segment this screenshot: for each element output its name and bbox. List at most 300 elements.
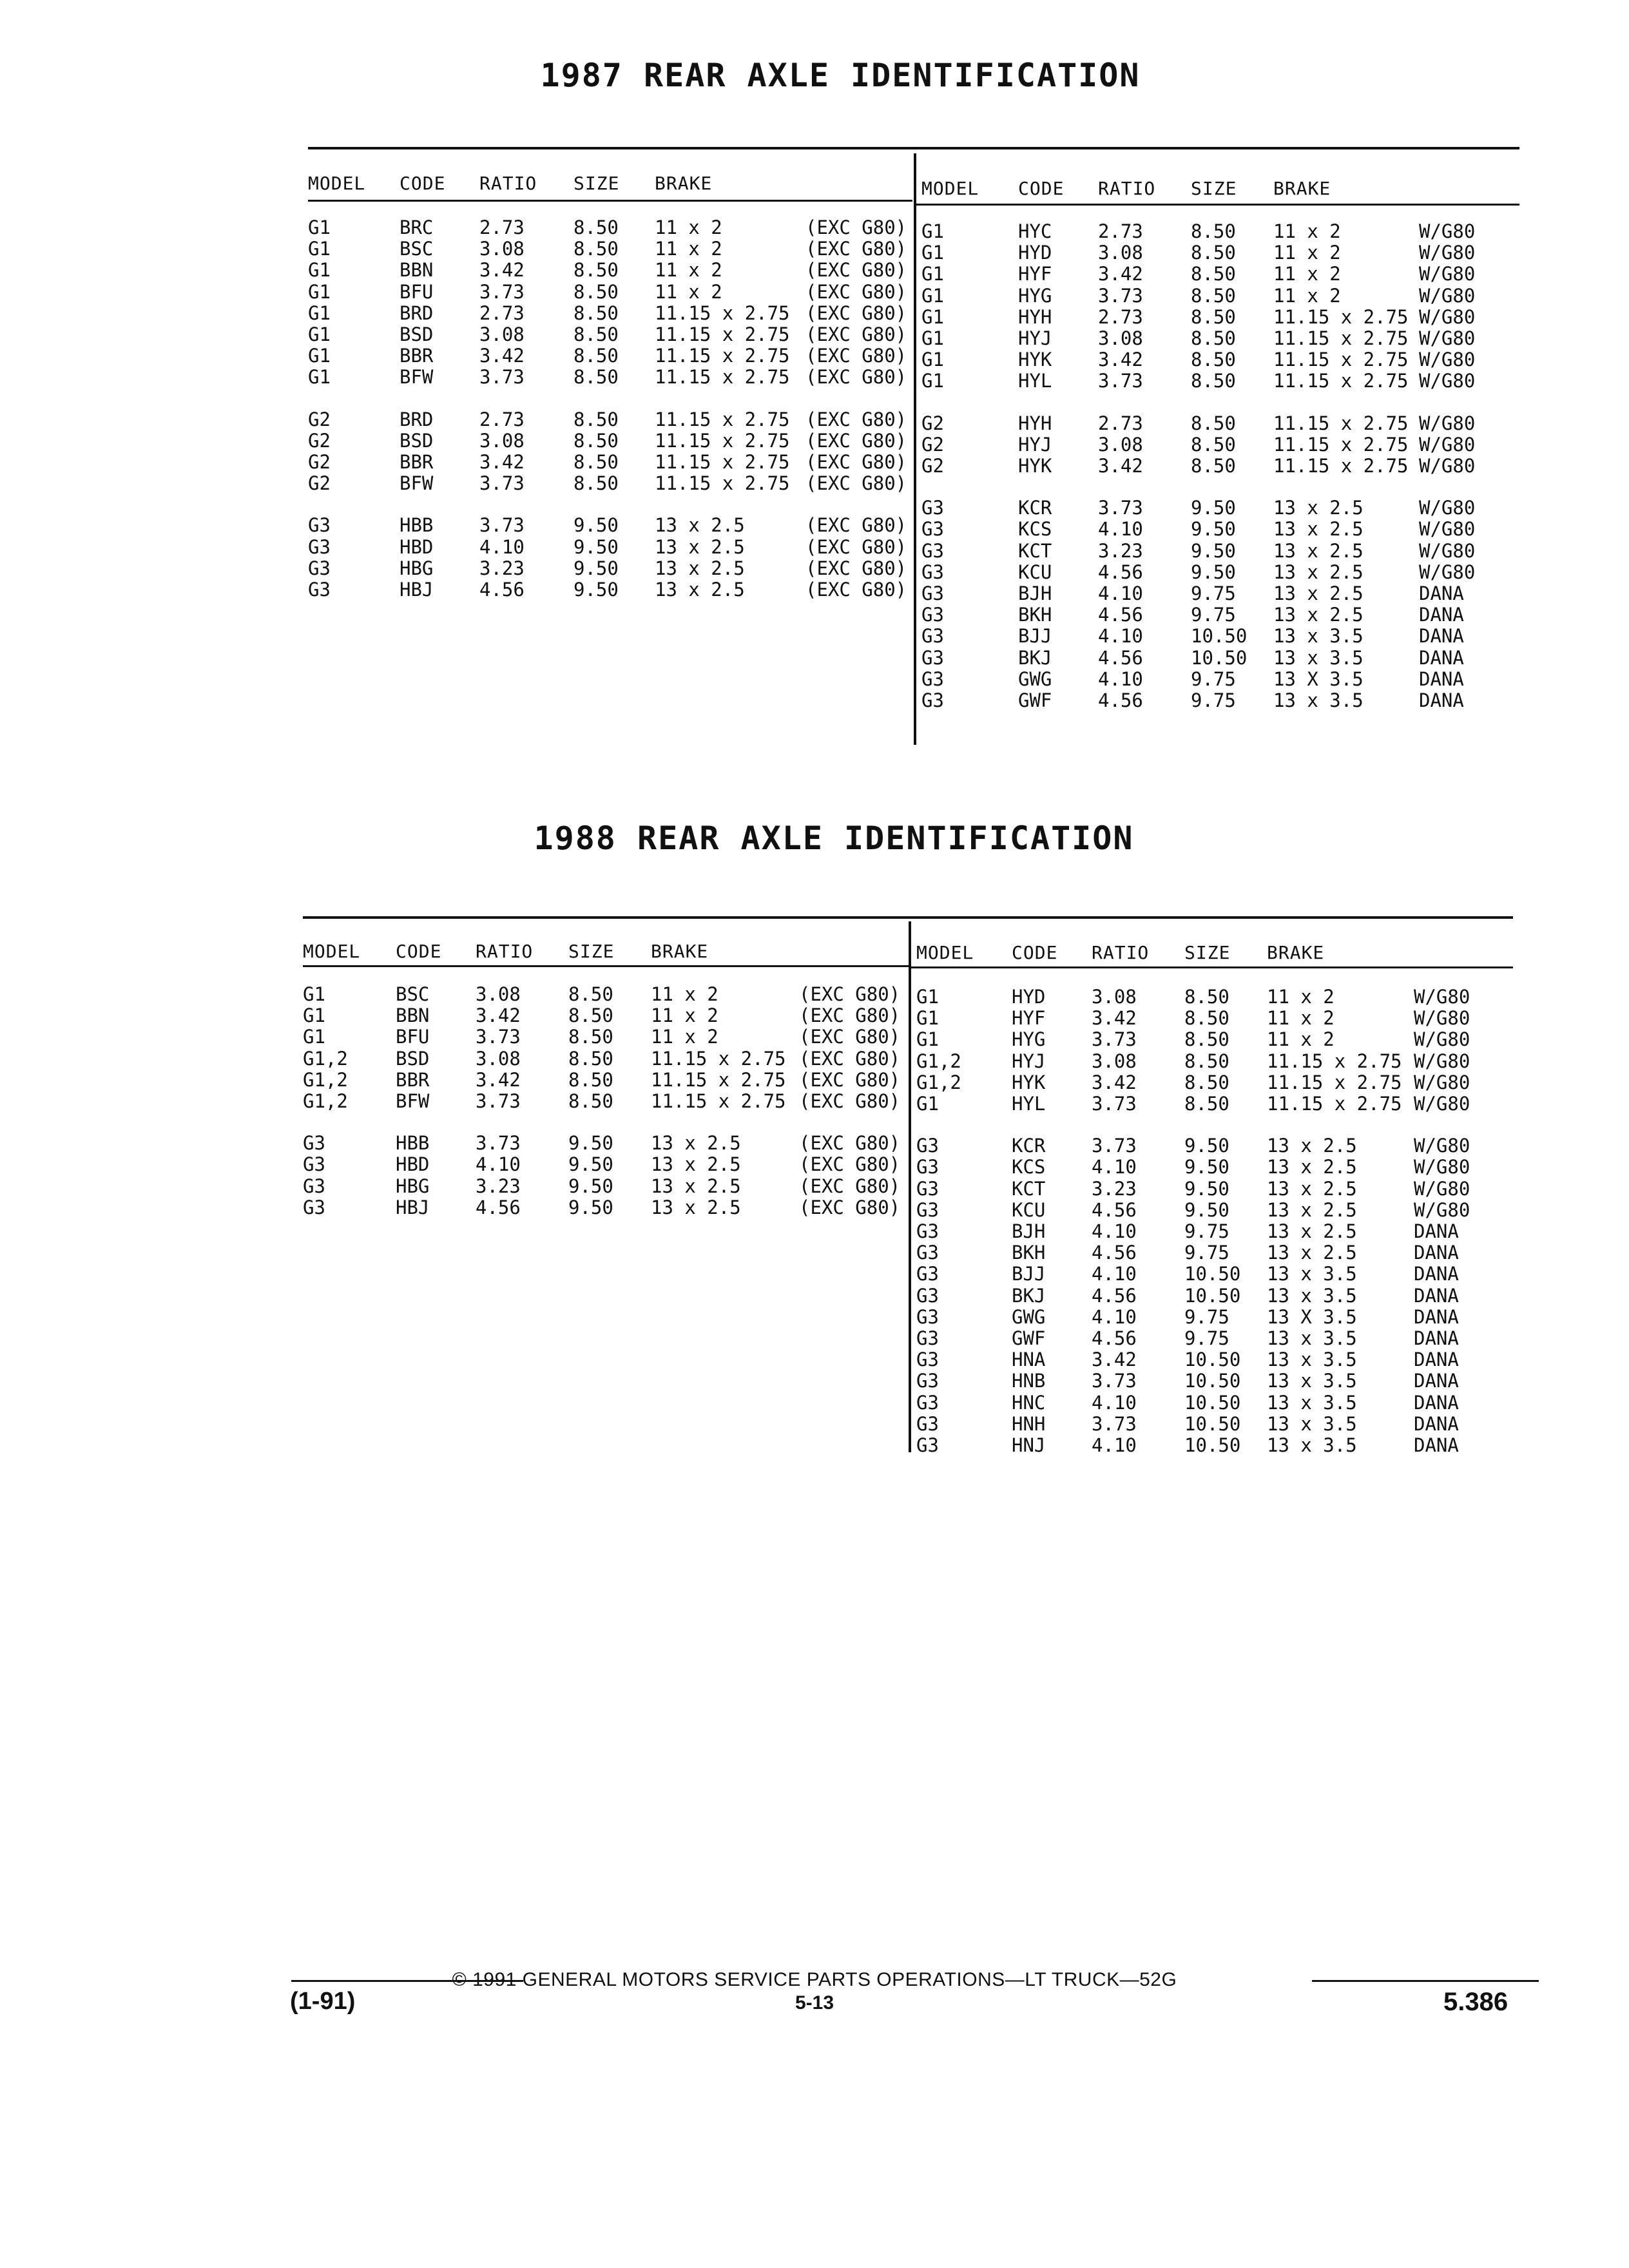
cell-ratio: 3.42 (1098, 349, 1143, 371)
cell-code: HNJ (1012, 1434, 1046, 1456)
cell-brake: 13 x 3.5 (1267, 1370, 1357, 1392)
cell-size: 8.50 (574, 451, 619, 473)
cell-model: G2 (921, 433, 944, 456)
cell-model: G3 (921, 539, 944, 562)
cell-size: 9.75 (1184, 1242, 1229, 1264)
cell-size: 10.50 (1191, 646, 1248, 669)
table-row (0, 582, 1629, 604)
cell-model: G3 (916, 1284, 939, 1307)
table-row (0, 1285, 1629, 1306)
cell-code: HYD (1012, 986, 1046, 1008)
cell-brake: 11.15 x 2.75 (655, 451, 790, 473)
cell-model: G1 (921, 327, 944, 349)
cell-model: G3 (916, 1391, 939, 1414)
cell-size: 9.50 (1184, 1135, 1229, 1157)
cell-note: (EXC G80) (805, 429, 907, 452)
cell-code: BBR (396, 1068, 430, 1091)
cell-note: W/G80 (1414, 1071, 1470, 1093)
table-row (0, 370, 1629, 391)
cell-note: DANA (1414, 1370, 1459, 1392)
cell-ratio: 4.56 (1098, 561, 1143, 583)
cell-code: BKJ (1018, 646, 1052, 669)
table-row (0, 1242, 1629, 1263)
cell-model: G2 (308, 451, 331, 473)
table-row (0, 1413, 1629, 1434)
cell-model: G1 (308, 366, 331, 389)
cell-model: G2 (308, 429, 331, 452)
cell-note: W/G80 (1419, 518, 1476, 541)
cell-model: G3 (916, 1135, 939, 1157)
cell-code: HNH (1012, 1412, 1046, 1435)
cell-size: 9.50 (574, 535, 619, 558)
cell-note: W/G80 (1419, 284, 1476, 307)
cell-model: G1 (921, 349, 944, 371)
cell-note: DANA (1419, 646, 1464, 669)
cell-size: 8.50 (1191, 284, 1236, 307)
cell-model: G1 (921, 284, 944, 307)
cell-note: W/G80 (1419, 370, 1476, 392)
cell-note: W/G80 (1419, 327, 1476, 349)
cell-code: BFU (400, 280, 434, 303)
table-row (0, 1047, 1629, 1072)
cell-brake: 13 x 3.5 (1267, 1349, 1357, 1371)
cell-note: DANA (1419, 668, 1464, 690)
cell-note: W/G80 (1419, 455, 1476, 477)
cell-code: HBJ (400, 579, 434, 601)
cell-model: G1 (308, 259, 331, 282)
cell-code: BBR (400, 451, 434, 473)
cell-brake: 11.15 x 2.75 (1273, 433, 1409, 456)
cell-size: 8.50 (1191, 242, 1236, 264)
cell-size: 10.50 (1191, 625, 1248, 648)
cell-code: HYH (1018, 305, 1052, 328)
cell-ratio: 3.73 (476, 1026, 521, 1048)
cell-model: G1,2 (303, 1090, 348, 1112)
cell-code: HYJ (1018, 433, 1052, 456)
cell-size: 9.50 (568, 1132, 613, 1155)
cell-ratio: 3.73 (479, 280, 525, 303)
cell-note: W/G80 (1419, 433, 1476, 456)
cell-brake: 13 x 3.5 (1267, 1327, 1357, 1349)
cell-note: DANA (1414, 1242, 1459, 1264)
cell-ratio: 3.42 (479, 345, 525, 367)
column-header-brake: BRAKE (1267, 942, 1325, 963)
cell-note: W/G80 (1414, 1135, 1470, 1157)
cell-model: G2 (308, 408, 331, 430)
table-row (0, 1263, 1629, 1284)
cell-size: 8.50 (568, 1026, 613, 1048)
table-row (0, 689, 1629, 711)
cell-code: HYK (1018, 349, 1052, 371)
cell-code: HBG (396, 1175, 430, 1197)
cell-note: (EXC G80) (805, 259, 907, 282)
cell-brake: 13 x 2.5 (1267, 1220, 1357, 1242)
cell-code: KCU (1018, 561, 1052, 583)
column-header-brake: BRAKE (1273, 178, 1331, 199)
cell-code: HYL (1018, 370, 1052, 392)
section-number: 5.386 (1443, 1988, 1509, 2016)
column-header-code: CODE (396, 941, 442, 962)
column-header-brake: BRAKE (651, 941, 709, 962)
cell-ratio: 3.08 (479, 429, 525, 452)
cell-note: W/G80 (1419, 220, 1476, 242)
cell-brake: 13 x 2.5 (651, 1132, 741, 1155)
cell-ratio: 4.10 (1098, 582, 1143, 604)
table-row (0, 1306, 1629, 1327)
table-row (0, 1007, 1629, 1028)
cell-ratio: 3.42 (479, 259, 525, 282)
cell-size: 9.75 (1191, 604, 1236, 626)
cell-ratio: 3.08 (1098, 433, 1143, 456)
revision-date: (1-91) (290, 1988, 356, 2015)
cell-code: BFW (400, 366, 434, 389)
cell-brake: 11 x 2 (1267, 1028, 1335, 1051)
cell-note: (EXC G80) (799, 1047, 901, 1070)
table-row (0, 242, 1629, 263)
cell-model: G1 (308, 238, 331, 260)
cell-ratio: 3.42 (1092, 1349, 1137, 1371)
cell-code: HYF (1018, 263, 1052, 285)
cell-ratio: 4.56 (1092, 1284, 1137, 1307)
cell-ratio: 4.10 (476, 1153, 521, 1176)
cell-code: HBB (396, 1132, 430, 1155)
cell-size: 8.50 (1184, 1050, 1229, 1072)
table-row (0, 1349, 1629, 1370)
cell-ratio: 3.73 (1092, 1093, 1137, 1115)
cell-ratio: 4.10 (1092, 1220, 1137, 1242)
cell-code: HBB (400, 514, 434, 537)
cell-code: KCR (1018, 497, 1052, 519)
cell-brake: 11 x 2 (655, 216, 722, 238)
cell-note: DANA (1414, 1349, 1459, 1371)
cell-brake: 13 x 2.5 (1267, 1156, 1357, 1178)
cell-model: G3 (921, 668, 944, 690)
cell-note: DANA (1414, 1305, 1459, 1328)
cell-size: 10.50 (1184, 1263, 1241, 1285)
cell-note: (EXC G80) (799, 1132, 901, 1155)
cell-brake: 13 x 3.5 (1267, 1412, 1357, 1435)
cell-note: W/G80 (1419, 349, 1476, 371)
cell-ratio: 3.23 (1092, 1177, 1137, 1200)
cell-model: G1 (308, 302, 331, 324)
cell-brake: 13 x 3.5 (1267, 1434, 1357, 1456)
cell-brake: 11.15 x 2.75 (651, 1090, 786, 1112)
cell-size: 8.50 (1184, 1093, 1229, 1115)
table-row (0, 285, 1629, 306)
cell-model: G3 (916, 1305, 939, 1328)
column-header-ratio: RATIO (1092, 942, 1150, 963)
cell-brake: 11.15 x 2.75 (1267, 1093, 1402, 1115)
cell-size: 9.50 (568, 1153, 613, 1176)
cell-model: G1 (303, 983, 325, 1005)
cell-brake: 13 x 3.5 (1267, 1284, 1357, 1307)
section-title-1988: 1988 REAR AXLE IDENTIFICATION (534, 820, 1134, 857)
cell-size: 8.50 (1191, 263, 1236, 285)
column-header-ratio: RATIO (1098, 178, 1156, 199)
cell-size: 8.50 (574, 345, 619, 367)
cell-code: KCS (1018, 518, 1052, 541)
cell-model: G3 (308, 514, 331, 537)
cell-ratio: 2.73 (479, 408, 525, 430)
cell-size: 9.50 (1191, 497, 1236, 519)
cell-model: G3 (921, 604, 944, 626)
cell-code: BSD (400, 429, 434, 452)
cell-model: G3 (921, 582, 944, 604)
cell-size: 8.50 (574, 408, 619, 430)
cell-code: KCT (1018, 539, 1052, 562)
cell-ratio: 4.56 (1092, 1198, 1137, 1221)
cell-code: HBD (396, 1153, 430, 1176)
cell-model: G3 (303, 1153, 325, 1176)
cell-note: (EXC G80) (805, 280, 907, 303)
cell-size: 8.50 (1191, 433, 1236, 456)
cell-brake: 11.15 x 2.75 (1273, 349, 1409, 371)
cell-ratio: 3.42 (476, 1068, 521, 1091)
cell-note: W/G80 (1414, 1028, 1470, 1051)
column-header-code: CODE (400, 173, 446, 194)
cell-ratio: 3.73 (476, 1132, 521, 1155)
cell-brake: 11 x 2 (1267, 1007, 1335, 1030)
cell-brake: 11.15 x 2.75 (1273, 370, 1409, 392)
table-row (0, 986, 1629, 1007)
column-header-model: MODEL (303, 941, 361, 962)
cell-model: G3 (916, 1177, 939, 1200)
column-header-ratio: RATIO (479, 173, 537, 194)
cell-ratio: 4.56 (476, 1196, 521, 1218)
table-row (0, 455, 1629, 476)
header-underline-right (910, 966, 1513, 968)
cell-note: (EXC G80) (799, 1175, 901, 1197)
cell-code: GWG (1012, 1305, 1046, 1328)
cell-ratio: 4.10 (1092, 1156, 1137, 1178)
cell-brake: 13 x 3.5 (1273, 689, 1364, 711)
cell-size: 8.50 (568, 1068, 613, 1091)
cell-model: G1 (921, 220, 944, 242)
cell-note: (EXC G80) (799, 1026, 901, 1048)
cell-code: BFW (396, 1090, 430, 1112)
cell-note: (EXC G80) (805, 451, 907, 473)
cell-model: G3 (916, 1412, 939, 1435)
copyright-line: © 1991 GENERAL MOTORS SERVICE PARTS OPERATIONS—LT TRUCK—52G (452, 1969, 1177, 1990)
cell-size: 8.50 (568, 1090, 613, 1112)
cell-code: KCR (1012, 1135, 1046, 1157)
cell-brake: 11 x 2 (651, 1026, 718, 1048)
cell-model: G1 (308, 345, 331, 367)
cell-brake: 13 x 2.5 (1273, 539, 1364, 562)
cell-model: G3 (916, 1349, 939, 1371)
cell-note: (EXC G80) (799, 1068, 901, 1091)
cell-brake: 11 x 2 (655, 280, 722, 303)
cell-ratio: 2.73 (479, 302, 525, 324)
cell-size: 8.50 (574, 216, 619, 238)
cell-brake: 13 x 2.5 (655, 557, 745, 579)
page-number: 5-13 (795, 1992, 834, 2013)
cell-brake: 13 x 2.5 (1267, 1198, 1357, 1221)
cell-ratio: 3.73 (1092, 1028, 1137, 1051)
cell-brake: 13 x 2.5 (1273, 582, 1364, 604)
cell-model: G3 (916, 1220, 939, 1242)
cell-size: 8.50 (1191, 327, 1236, 349)
cell-code: HBD (400, 535, 434, 558)
cell-size: 8.50 (1191, 305, 1236, 328)
cell-note: (EXC G80) (805, 238, 907, 260)
table-row (0, 263, 1629, 284)
cell-model: G1 (308, 323, 331, 345)
cell-ratio: 4.56 (1098, 689, 1143, 711)
cell-brake: 11 x 2 (1273, 263, 1341, 285)
cell-ratio: 3.73 (479, 514, 525, 537)
cell-note: DANA (1414, 1327, 1459, 1349)
cell-note: (EXC G80) (805, 514, 907, 537)
table-row (0, 220, 1629, 242)
header-underline-right (915, 204, 1519, 206)
cell-code: GWG (1018, 668, 1052, 690)
cell-code: HNC (1012, 1391, 1046, 1414)
cell-code: GWF (1012, 1327, 1046, 1349)
cell-ratio: 3.08 (1098, 327, 1143, 349)
cell-size: 8.50 (574, 302, 619, 324)
cell-model: G2 (921, 412, 944, 434)
cell-model: G1 (308, 280, 331, 303)
column-header-brake: BRAKE (655, 173, 713, 194)
cell-brake: 13 x 2.5 (1267, 1177, 1357, 1200)
cell-note: W/G80 (1419, 561, 1476, 583)
cell-size: 9.50 (1184, 1198, 1229, 1221)
table-row (0, 306, 1629, 327)
table-row (0, 647, 1629, 668)
table-row (0, 412, 1629, 434)
cell-code: HYD (1018, 242, 1052, 264)
table-row (0, 327, 1629, 349)
table-row (0, 1434, 1629, 1456)
cell-ratio: 4.10 (1098, 668, 1143, 690)
cell-brake: 11.15 x 2.75 (1273, 412, 1409, 434)
cell-note: (EXC G80) (805, 302, 907, 324)
cell-code: HYG (1012, 1028, 1046, 1051)
cell-ratio: 3.23 (479, 557, 525, 579)
cell-code: BFW (400, 472, 434, 495)
cell-ratio: 3.73 (1098, 284, 1143, 307)
cell-brake: 11.15 x 2.75 (655, 323, 790, 345)
cell-brake: 13 x 2.5 (651, 1175, 741, 1197)
cell-code: BKH (1012, 1242, 1046, 1264)
cell-size: 9.50 (568, 1175, 613, 1197)
cell-model: G3 (303, 1175, 325, 1197)
cell-model: G3 (916, 1242, 939, 1264)
cell-size: 9.75 (1191, 668, 1236, 690)
cell-model: G1 (921, 263, 944, 285)
cell-brake: 11.15 x 2.75 (655, 302, 790, 324)
cell-code: BSC (396, 983, 430, 1005)
cell-model: G1 (921, 242, 944, 264)
cell-code: HNB (1012, 1370, 1046, 1392)
column-header-size: SIZE (574, 173, 620, 194)
cell-code: KCT (1012, 1177, 1046, 1200)
cell-model: G1 (303, 1004, 325, 1027)
cell-brake: 11 x 2 (1273, 284, 1341, 307)
cell-brake: 11.15 x 2.75 (655, 472, 790, 495)
cell-brake: 11.15 x 2.75 (1273, 327, 1409, 349)
cell-note: (EXC G80) (805, 408, 907, 430)
cell-brake: 11 x 2 (651, 1004, 718, 1027)
cell-model: G3 (308, 535, 331, 558)
cell-code: HNA (1012, 1349, 1046, 1371)
cell-code: BFU (396, 1026, 430, 1048)
cell-model: G1 (303, 1026, 325, 1048)
cell-note: DANA (1419, 582, 1464, 604)
cell-size: 8.50 (568, 983, 613, 1005)
cell-model: G1,2 (916, 1050, 961, 1072)
table-row (0, 1199, 1629, 1220)
cell-ratio: 2.73 (479, 216, 525, 238)
cell-model: G3 (303, 1196, 325, 1218)
table-row (0, 561, 1629, 582)
cell-model: G3 (916, 1370, 939, 1392)
cell-brake: 11.15 x 2.75 (1267, 1050, 1402, 1072)
cell-note: DANA (1414, 1412, 1459, 1435)
cell-note: W/G80 (1419, 242, 1476, 264)
cell-model: G3 (916, 1434, 939, 1456)
cell-ratio: 3.08 (476, 1047, 521, 1070)
cell-brake: 13 x 2.5 (1267, 1135, 1357, 1157)
cell-brake: 11.15 x 2.75 (1273, 305, 1409, 328)
cell-ratio: 3.42 (1098, 455, 1143, 477)
cell-size: 10.50 (1184, 1434, 1241, 1456)
table-top-rule (308, 147, 1519, 149)
table-row (0, 1178, 1629, 1199)
cell-code: BKH (1018, 604, 1052, 626)
cell-brake: 11.15 x 2.75 (651, 1068, 786, 1091)
cell-size: 9.75 (1184, 1220, 1229, 1242)
cell-code: BJJ (1018, 625, 1052, 648)
cell-code: HYG (1018, 284, 1052, 307)
cell-ratio: 3.73 (1098, 497, 1143, 519)
cell-brake: 11 x 2 (651, 983, 718, 1005)
cell-size: 8.50 (1191, 370, 1236, 392)
cell-code: BSD (396, 1047, 430, 1070)
cell-model: G1 (921, 305, 944, 328)
cell-size: 10.50 (1184, 1391, 1241, 1414)
cell-model: G3 (308, 579, 331, 601)
cell-code: BRD (400, 408, 434, 430)
column-header-model: MODEL (308, 173, 366, 194)
cell-model: G3 (921, 561, 944, 583)
cell-model: G1,2 (303, 1068, 348, 1091)
cell-brake: 13 x 2.5 (1267, 1242, 1357, 1264)
cell-ratio: 4.56 (1098, 646, 1143, 669)
column-header-size: SIZE (1191, 178, 1237, 199)
cell-code: HYF (1012, 1007, 1046, 1030)
cell-model: G3 (916, 1198, 939, 1221)
cell-brake: 11.15 x 2.75 (1267, 1071, 1402, 1093)
cell-ratio: 3.73 (1092, 1370, 1137, 1392)
cell-size: 8.50 (1191, 220, 1236, 242)
cell-ratio: 3.73 (479, 472, 525, 495)
cell-ratio: 4.10 (479, 535, 525, 558)
cell-model: G1 (916, 986, 939, 1008)
cell-brake: 13 x 3.5 (1267, 1391, 1357, 1414)
cell-model: G1 (916, 1007, 939, 1030)
cell-ratio: 2.73 (1098, 412, 1143, 434)
cell-size: 10.50 (1184, 1412, 1241, 1435)
cell-model: G3 (921, 625, 944, 648)
cell-note: (EXC G80) (799, 1090, 901, 1112)
cell-brake: 11 x 2 (655, 238, 722, 260)
table-row (0, 625, 1629, 646)
cell-model: G1 (916, 1093, 939, 1115)
cell-brake: 11.15 x 2.75 (655, 345, 790, 367)
cell-brake: 11 x 2 (1267, 986, 1335, 1008)
